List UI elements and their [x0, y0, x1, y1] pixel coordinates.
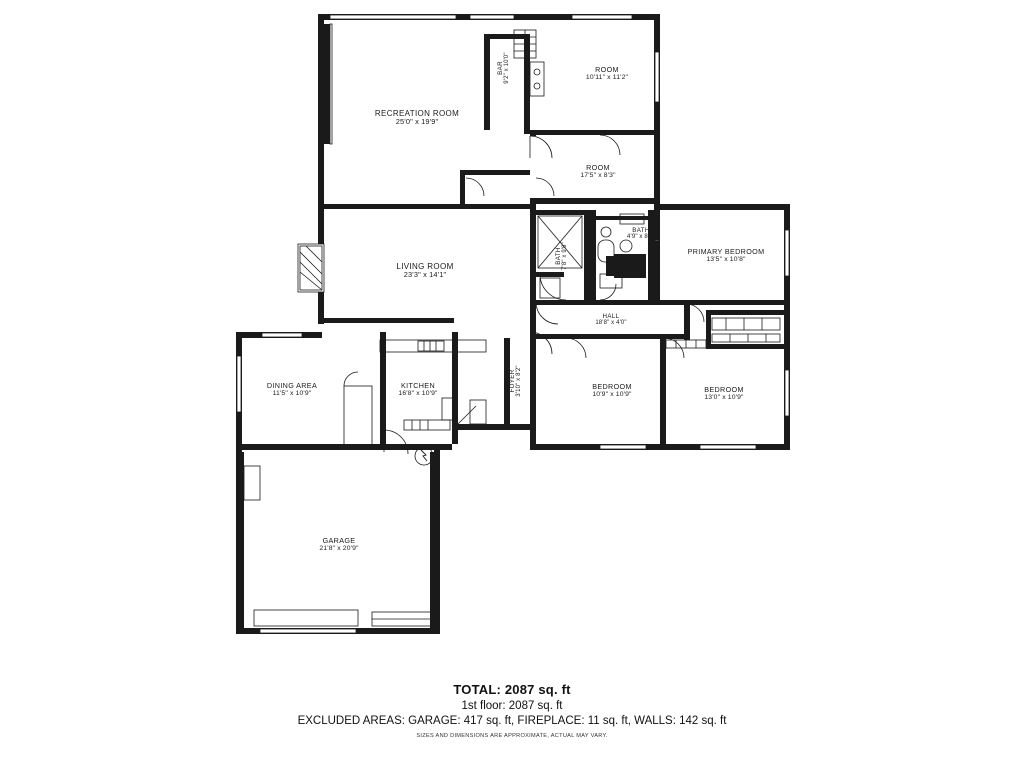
room-dimensions: 18'8" x 4'0" [595, 320, 627, 327]
room-name: DINING AREA [266, 380, 318, 390]
room-dimensions: 10'11" x 11'2" [585, 74, 629, 82]
room-name: BATH [632, 226, 650, 234]
room-dimensions: 13'0" x 10'9" [704, 394, 744, 402]
area-summary [0, 682, 1024, 739]
room-name: BATH [554, 247, 562, 265]
room-dimensions: 16'8" x 10'9" [398, 390, 438, 398]
room-dimensions: 25'0" x 19'9" [395, 117, 439, 127]
excluded-areas: EXCLUDED AREAS: GARAGE: 417 sq. ft, FIREPLACE: 11 sq. ft, WALLS: 142 sq. ft [297, 715, 727, 727]
room-name: FOYER [508, 369, 516, 393]
room-name: BEDROOM [592, 381, 632, 391]
room-dimensions: 7'8" x 9'9" [562, 242, 569, 270]
room-name: BAR [496, 61, 504, 75]
room-name: GARAGE [322, 535, 356, 545]
room-dimensions: 23'3" x 14'1" [403, 270, 447, 280]
room-dimensions: 21'8" x 20'9" [319, 545, 359, 553]
floor-area: 1st floor: 2087 sq. ft [461, 700, 563, 712]
room-name: HALL [602, 312, 620, 320]
room-name: ROOM [595, 64, 619, 74]
room-name: KITCHEN [400, 380, 435, 390]
room-name: RECREATION ROOM [374, 109, 460, 119]
room-name: LIVING ROOM [396, 262, 454, 272]
total-area: TOTAL: 2087 sq. ft [453, 682, 571, 697]
room-dimensions: 11'5" x 10'9" [272, 390, 312, 398]
disclaimer: SIZES AND DIMENSIONS ARE APPROXIMATE, ACTUAL MAY VARY. [416, 733, 608, 739]
room-name: ROOM [586, 162, 610, 172]
room-dimensions: 13'5" x 10'8" [706, 256, 746, 264]
room-dimensions: 17'5" x 8'3" [580, 172, 616, 180]
room-name: BEDROOM [704, 384, 744, 394]
room-dimensions: 10'9" x 10'9" [592, 391, 632, 399]
room-dimensions: 3'10" x 8'2" [516, 365, 523, 397]
room-dimensions: 4'9" x 8'0" [627, 234, 655, 241]
room-name: PRIMARY BEDROOM [687, 246, 765, 256]
room-dimensions: 9'2" x 10'0" [504, 52, 511, 84]
